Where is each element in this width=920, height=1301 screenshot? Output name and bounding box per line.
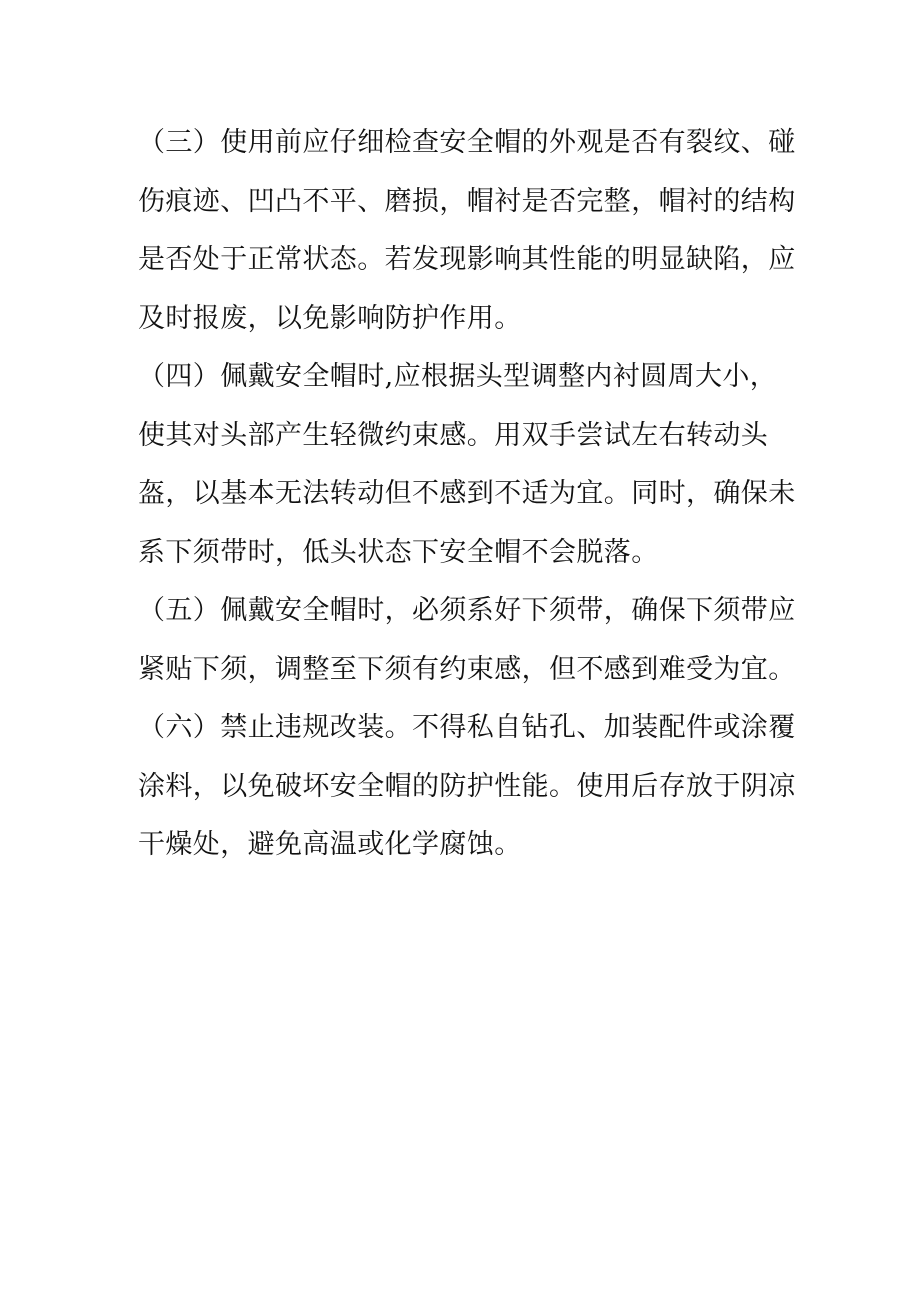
paragraph-line: （三）使用前应仔细检查安全帽的外观是否有裂纹、碰 <box>138 127 796 158</box>
paragraph-line: 干燥处，避免高温或化学腐蚀。 <box>138 829 522 860</box>
paragraph-line: 涂料，以免破坏安全帽的防护性能。使用后存放于阴凉 <box>138 770 796 802</box>
paragraph-line: （四）佩戴安全帽时,应根据头型调整内衬圆周大小， <box>138 361 778 392</box>
paragraph-line: （六）禁止违规改装。不得私自钻孔、加装配件或涂覆 <box>138 712 796 743</box>
document-body <box>138 114 796 875</box>
paragraph-3 <box>138 114 796 348</box>
paragraph-line: 及时报废，以免影响防护作用。 <box>138 302 522 334</box>
paragraph-line: 使其对头部产生轻微约束感。用双手尝试左右转动头 <box>138 419 769 451</box>
paragraph-line: （五）佩戴安全帽时，必须系好下须带，确保下须带应 <box>138 595 796 626</box>
paragraph-6 <box>138 699 796 875</box>
paragraph-line: 紧贴下须，调整至下须有约束感，但不感到难受为宜。 <box>138 653 796 685</box>
paragraph-line: 是否处于正常状态。若发现影响其性能的明显缺陷，应 <box>138 244 796 275</box>
paragraph-4 <box>138 348 796 582</box>
paragraph-5 <box>138 582 796 699</box>
paragraph-line: 盔，以基本无法转动但不感到不适为宜。同时，确保未 <box>138 478 796 509</box>
paragraph-line: 伤痕迹、凹凸不平、磨损，帽衬是否完整，帽衬的结构 <box>138 185 796 217</box>
paragraph-line: 系下须带时，低头状态下安全帽不会脱落。 <box>138 536 659 568</box>
